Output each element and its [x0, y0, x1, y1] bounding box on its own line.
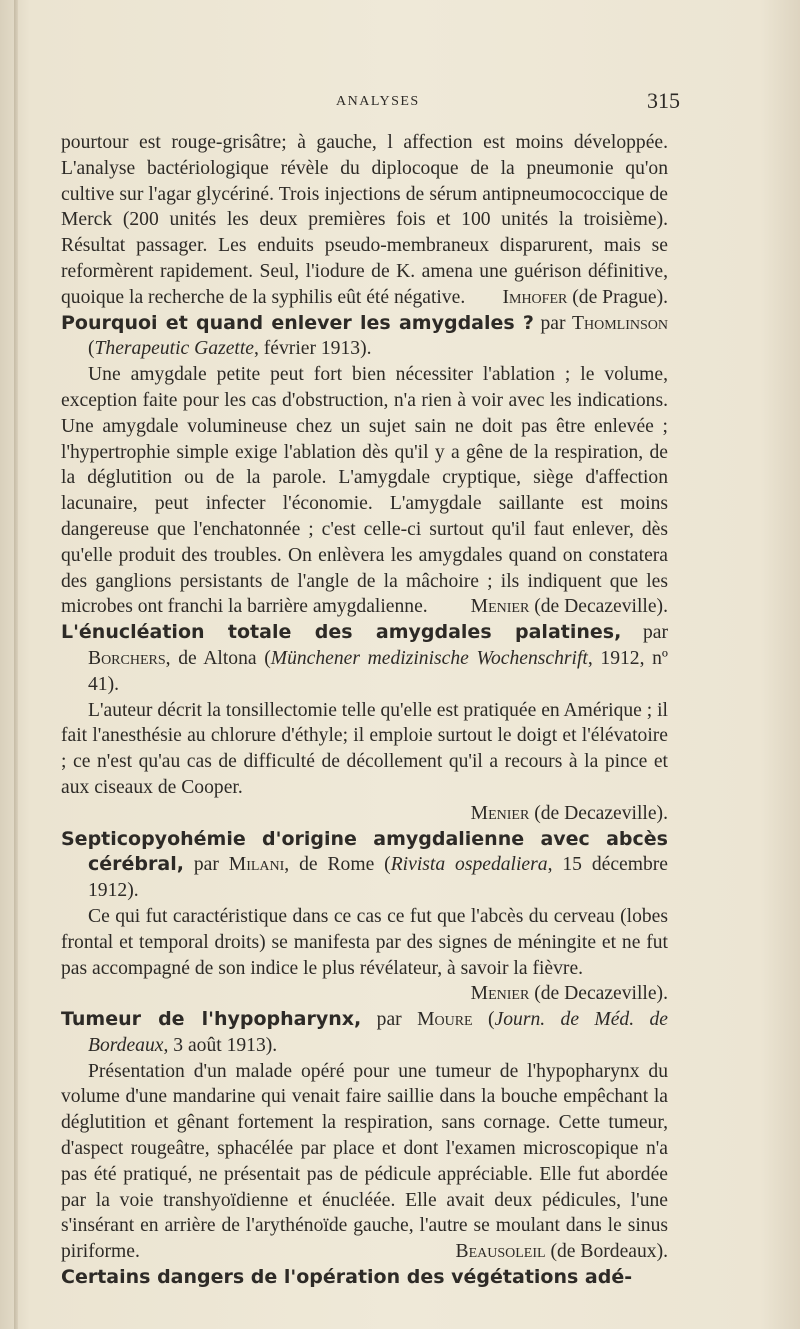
signature-author: Menier	[470, 596, 530, 618]
page-number: 315	[647, 88, 680, 113]
byline-author: Borchers	[88, 647, 166, 669]
signature-author: Menier	[470, 983, 530, 1005]
signature	[61, 801, 668, 827]
article-heading: Certains dangers de l'opération des végétations adé-	[61, 1266, 633, 1289]
signature-place: (de Bordeaux).	[550, 1241, 668, 1263]
source-date: , 3 août 1913).	[163, 1034, 278, 1056]
signature-place: (de Decazeville).	[534, 802, 668, 824]
byline-author: Moure	[417, 1009, 473, 1031]
signature-place: (de Decazeville).	[534, 983, 668, 1005]
article-title	[61, 827, 668, 904]
signature	[444, 594, 668, 620]
source-date: , février 1913).	[253, 338, 372, 360]
signature-place: (de Decazeville).	[534, 596, 668, 618]
byline-prefix: par	[361, 1009, 418, 1031]
byline-mid: (	[472, 1009, 495, 1031]
source-journal: Rivista ospedaliera	[390, 854, 548, 876]
byline-mid: , de Altona (	[165, 647, 271, 669]
page-header	[60, 88, 680, 118]
source-journal: Therapeutic Gazette	[94, 338, 254, 360]
article-body	[61, 1059, 668, 1265]
page-content	[61, 130, 668, 1291]
signature-place: (de Prague).	[572, 286, 668, 308]
article-body	[61, 362, 668, 620]
signature-author: Imhofer	[502, 286, 568, 308]
signature-author: Beausoleil	[455, 1241, 546, 1263]
intro-text: pourtour est rouge-grisâtre; à gauche, l affection est moins développée. L'analyse bactériologique révèle du diplocoque de la pneumonie qu'on cultive sur l'agar glycériné. Trois injections de sérum antipneumococcique de Merck (200 unités les deux premières fois et 100 unités la troisième). Résultat passager. Les enduits pseudo-membraneux disparurent, mais se reformèrent rapidement. Seul, l'iodure de K. amena une guérison définitive, quoique la recherche de la syphilis eût été négative.	[61, 132, 668, 308]
intro-paragraph	[61, 130, 668, 311]
article-body: L'auteur décrit la tonsillectomie telle qu'elle est pratiquée en Amérique ; il fait l'anesthésie au chlorure d'éthyle; il emploie surtout le doigt et l'élévatoire ; ce n'est qu'au cas de difficulté de décollement qu'il a recours à la pince et aux ciseaux de Cooper.	[61, 699, 668, 798]
byline-prefix: par	[183, 854, 229, 876]
signature	[444, 981, 668, 1007]
byline-prefix: par	[533, 312, 573, 334]
source-journal: Münchener medizinische Wochenschrift	[270, 647, 588, 669]
article-title	[61, 1007, 668, 1059]
article-heading: L'énucléation totale des amygdales palatines,	[61, 621, 622, 644]
article-title	[61, 620, 668, 697]
article-heading: Septicopyohémie d'origine amygdalienne avec abcès cérébral,	[61, 827, 668, 876]
byline-mid: , de Rome (	[284, 854, 391, 876]
article-body-text: Ce qui fut caractéristique dans ce cas ce fut que l'abcès du cerveau (lobes frontal et temporal droits) se manifesta par des signes de méningite et ne fut pas accompagné de son indice le plus révélateur, à savoir la fièvre.	[61, 905, 668, 979]
article-body-text: Une amygdale petite peut fort bien nécessiter l'ablation ; le volume, exception faite pour les cas d'obstruction, n'a rien à voir avec les indications. Une amygdale volumineuse chez un sujet sain ne doit pas être enlevée ; l'hypertrophie simple exige l'ablation dès qu'il y a gêne de la respiration, de la déglutition ou de la parole. L'amygdale cryptique, siège d'affection lacunaire, peut infecter l'économie. L'amygdale saillante est moins dangereuse que l'enchatonnée ; c'est celle-ci surtout qu'il faut enlever, dès qu'elle produit des troubles. On enlèvera les amygdales quand on constatera des ganglions persistants de l'angle de la mâchoire ; ils indiquent que les microbes ont franchi la barrière amygdalienne.	[61, 364, 668, 618]
article-body	[61, 904, 668, 1007]
article-body-text: Présentation d'un malade opéré pour une tumeur de l'hypopharynx du volume d'une mandarine qui venait faire saillie dans la bouche empêchant la déglutition et gênant fortement la respiration, sans cornage. Cette tumeur, d'aspect rougeâtre, sphacélée par place et dont l'examen microscopique n'a pas été pratiqué, ne présentait pas de pédicule appréciable. Elle fut abordée par la voie transhyoïdienne et énucléée. Elle avait deux pédicules, l'une s'insérant en arrière de l'arythénoïde gauche, l'autre se moulant dans le sinus piriforme.	[61, 1060, 668, 1263]
article-title: Pourquoi et quand enlever les amygdales ? par Thomlinson (Therapeutic Gazette, février 1913).	[61, 311, 668, 360]
article-title	[61, 1265, 668, 1291]
signature-author: Menier	[470, 802, 530, 824]
source-journal: Journ. de Méd. de Bordeaux	[88, 1009, 668, 1056]
signature	[502, 285, 668, 311]
signature	[429, 1239, 668, 1265]
source-date: , 15 décembre 1912).	[88, 854, 668, 902]
byline-author: Thomlinson	[572, 312, 668, 334]
article-heading: Pourquoi et quand enlever les amygdales ?	[61, 311, 534, 334]
byline-author: Milani	[228, 854, 285, 876]
running-head: ANALYSES	[336, 94, 420, 109]
binding-fold	[14, 0, 18, 1329]
article-heading: Tumeur de l'hypopharynx,	[61, 1008, 362, 1031]
source-date: , 1912, nº 41).	[88, 647, 668, 695]
byline-prefix: par	[621, 622, 668, 644]
